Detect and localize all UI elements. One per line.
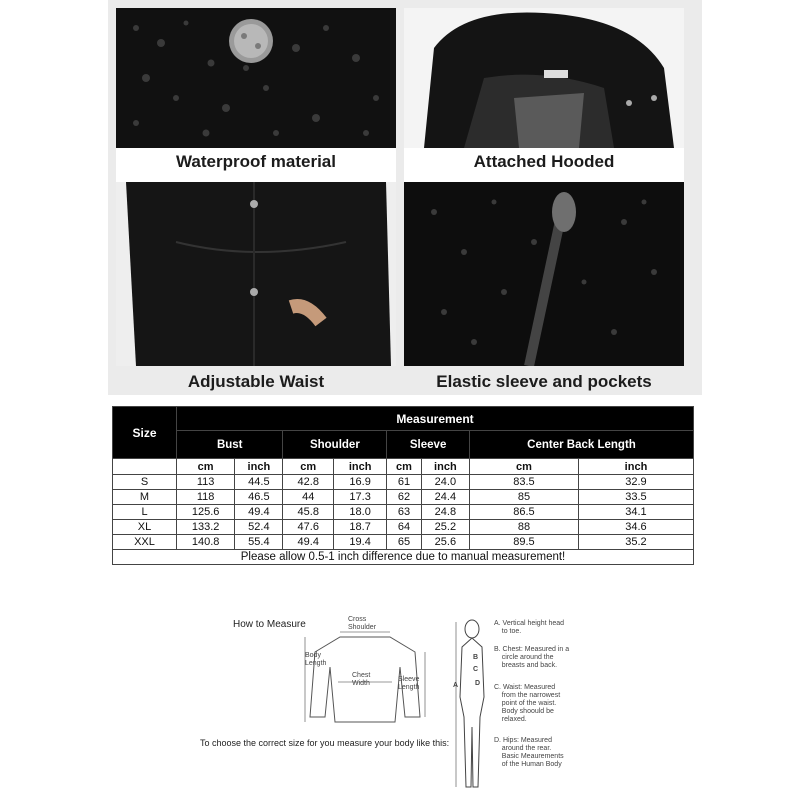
table-cell: 34.1 <box>578 505 693 520</box>
table-cell: 118 <box>177 490 235 505</box>
table-cell: 62 <box>387 490 421 505</box>
table-cell: 49.4 <box>235 505 283 520</box>
unit-label: cm <box>387 459 421 475</box>
table-cell: 55.4 <box>235 535 283 550</box>
table-cell: 88 <box>469 520 578 535</box>
table-cell: 25.6 <box>421 535 469 550</box>
table-cell: 65 <box>387 535 421 550</box>
size-rows <box>113 475 694 550</box>
measure-footer: To choose the correct size for you measure your body like this: <box>200 738 450 748</box>
size-label: M <box>113 490 177 505</box>
size-label: S <box>113 475 177 490</box>
feature-waterproof <box>116 8 396 192</box>
table-cell: 18.0 <box>334 505 387 520</box>
table-cell: 85 <box>469 490 578 505</box>
table-cell: 52.4 <box>235 520 283 535</box>
unit-label: inch <box>421 459 469 475</box>
size-label: XXL <box>113 535 177 550</box>
table-cell: 113 <box>177 475 235 490</box>
letter-a: A <box>453 682 459 689</box>
table-row <box>113 475 694 490</box>
unit-label: inch <box>235 459 283 475</box>
table-cell: 33.5 <box>578 490 693 505</box>
unit-row <box>113 459 694 475</box>
column-header-back-length: Center Back Length <box>469 431 693 459</box>
feature-caption: Waterproof material <box>176 152 336 171</box>
feature-waist <box>116 182 396 366</box>
letter-c: C <box>473 666 479 673</box>
table-cell: 16.9 <box>334 475 387 490</box>
note-d: D. Hips: Measured around the rear. Basic Meaurements of the Human Body <box>494 737 564 768</box>
sleeve-length-label: Sleeve Length <box>398 676 420 691</box>
body-length-label: Body Length <box>305 652 327 667</box>
feature-caption: Attached Hooded <box>473 152 615 171</box>
water-droplets-button-icon <box>116 8 396 148</box>
zipper-droplets-icon <box>404 182 684 366</box>
table-cell: 49.4 <box>283 535 334 550</box>
table-cell: 42.8 <box>283 475 334 490</box>
measurement-note: Please allow 0.5-1 inch difference due to manual measurement! <box>113 550 694 565</box>
table-cell: 25.2 <box>421 520 469 535</box>
table-cell: 61 <box>387 475 421 490</box>
unit-size-blank <box>113 459 177 475</box>
table-cell: 83.5 <box>469 475 578 490</box>
table-cell: 19.4 <box>334 535 387 550</box>
table-cell: 24.8 <box>421 505 469 520</box>
table-cell: 24.0 <box>421 475 469 490</box>
size-header: Size <box>113 407 177 459</box>
chest-width-label: Chest Width <box>352 672 371 687</box>
table-cell: 44.5 <box>235 475 283 490</box>
column-header-shoulder: Shoulder <box>283 431 387 459</box>
table-cell: 64 <box>387 520 421 535</box>
feature-sleeve <box>404 182 684 366</box>
column-header-sleeve: Sleeve <box>387 431 470 459</box>
table-cell: 35.2 <box>578 535 693 550</box>
table-cell: 47.6 <box>283 520 334 535</box>
note-c: C. Waist: Measured from the narrowest point of the waist. Body shoould be relaxed. <box>494 684 561 723</box>
unit-label: cm <box>283 459 334 475</box>
hood-photo <box>404 8 684 148</box>
table-row <box>113 520 694 535</box>
feature-caption: Elastic sleeve and pockets <box>436 372 652 391</box>
table-cell: 46.5 <box>235 490 283 505</box>
table-cell: 89.5 <box>469 535 578 550</box>
how-to-measure-title: How to Measure <box>233 619 306 630</box>
waterproof-photo <box>116 8 396 148</box>
size-label: L <box>113 505 177 520</box>
cross-shoulder-label: Cross Shoulder <box>348 616 377 631</box>
how-to-measure <box>200 612 600 797</box>
sleeve-photo <box>404 182 684 366</box>
column-header-bust: Bust <box>177 431 283 459</box>
size-chart-table <box>112 406 694 565</box>
feature-caption: Adjustable Waist <box>187 372 325 391</box>
table-cell: 63 <box>387 505 421 520</box>
table-cell: 18.7 <box>334 520 387 535</box>
note-a: A. Vertical height head to toe. <box>494 620 565 635</box>
table-cell: 86.5 <box>469 505 578 520</box>
human-body-icon <box>452 617 492 792</box>
table-row <box>113 535 694 550</box>
letter-b: B <box>473 654 479 661</box>
waist-photo <box>116 182 396 366</box>
table-cell: 34.6 <box>578 520 693 535</box>
feature-hooded <box>404 8 684 192</box>
unit-label: inch <box>334 459 387 475</box>
unit-label: cm <box>469 459 578 475</box>
unit-label: inch <box>578 459 693 475</box>
table-cell: 32.9 <box>578 475 693 490</box>
measurement-header: Measurement <box>177 407 694 431</box>
letter-d: D <box>475 680 481 687</box>
hood-icon <box>404 8 684 148</box>
table-cell: 125.6 <box>177 505 235 520</box>
table-cell: 44 <box>283 490 334 505</box>
table-cell: 17.3 <box>334 490 387 505</box>
note-b: B. Chest: Measured in a circle around the breasts and back. <box>494 646 570 669</box>
unit-label: cm <box>177 459 235 475</box>
table-cell: 45.8 <box>283 505 334 520</box>
table-cell: 24.4 <box>421 490 469 505</box>
jacket-model-icon <box>116 182 396 366</box>
table-cell: 133.2 <box>177 520 235 535</box>
table-row <box>113 505 694 520</box>
table-cell: 140.8 <box>177 535 235 550</box>
table-row <box>113 490 694 505</box>
size-label: XL <box>113 520 177 535</box>
